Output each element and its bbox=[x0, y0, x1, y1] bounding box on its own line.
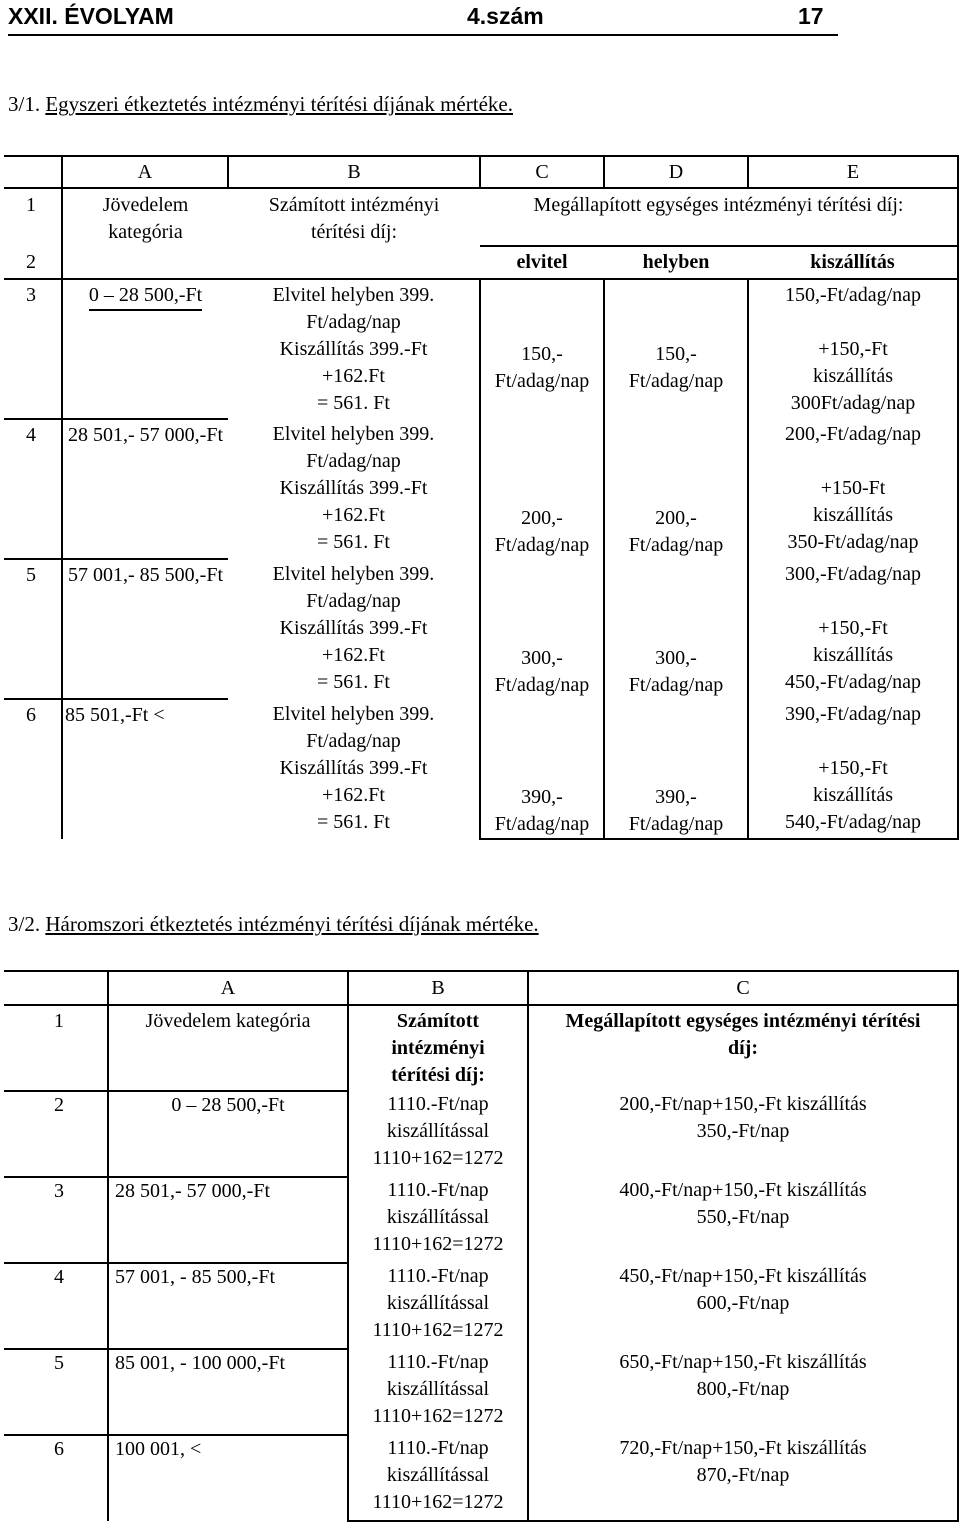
column-letter-row bbox=[4, 971, 958, 1005]
col-letter-c: C bbox=[528, 971, 958, 1005]
income-category: 0 – 28 500,-Ft bbox=[89, 282, 202, 311]
row-number: 4 bbox=[4, 419, 62, 559]
established-fee: 720,-Ft/nap+150,-Ft kiszállítás 870,-Ft/nap bbox=[528, 1435, 958, 1521]
row-number: 1 bbox=[4, 188, 62, 246]
col-letter-b: B bbox=[228, 156, 480, 188]
col-letter-c: C bbox=[480, 156, 604, 188]
section-2-number: 3/2. bbox=[8, 912, 41, 936]
header-income-category: Jövedelem kategória bbox=[102, 194, 189, 243]
fee-on-site: 390,- Ft/adag/nap bbox=[604, 699, 748, 839]
income-category: 57 001, - 85 500,-Ft bbox=[108, 1263, 348, 1349]
table-row bbox=[4, 1005, 958, 1091]
established-fee: 650,-Ft/nap+150,-Ft kiszállítás 800,-Ft/nap bbox=[528, 1349, 958, 1435]
header-delivery: kiszállítás bbox=[748, 246, 958, 279]
column-letter-row bbox=[4, 156, 958, 188]
header-on-site: helyben bbox=[604, 246, 748, 279]
table-row bbox=[4, 1177, 958, 1263]
income-category: 85 501,-Ft < bbox=[62, 699, 228, 839]
col-letter-d: D bbox=[604, 156, 748, 188]
calculated-fee: Elvitel helyben 399. Ft/adag/nap Kiszállítás 399.-Ft +162.Ft = 561. Ft bbox=[272, 703, 435, 833]
fee-delivery: 390,-Ft/adag/nap +150,-Ft kiszállítás 540,-Ft/adag/nap bbox=[748, 699, 958, 839]
calculated-fee: Elvitel helyben 399. Ft/adag/nap Kiszállítás 399.-Ft +162.Ft = 561. Ft bbox=[272, 423, 435, 553]
page-header bbox=[8, 0, 838, 36]
calculated-fee: 1110.-Ft/nap kiszállítással 1110+162=1272 bbox=[348, 1349, 528, 1435]
row-number: 5 bbox=[4, 1349, 108, 1435]
income-category: 85 001, - 100 000,-Ft bbox=[108, 1349, 348, 1435]
income-category: 57 001,- 85 500,-Ft bbox=[62, 559, 228, 699]
fee-on-site: 300,- Ft/adag/nap bbox=[604, 559, 748, 699]
fee-delivery: 150,-Ft/adag/nap +150,-Ft kiszállítás 300Ft/adag/nap bbox=[748, 279, 958, 419]
volume-label: XXII. ÉVOLYAM bbox=[8, 3, 174, 29]
table-row bbox=[4, 1349, 958, 1435]
row-number: 2 bbox=[4, 246, 62, 279]
col-letter-b: B bbox=[348, 971, 528, 1005]
issue-label: 4.szám bbox=[467, 3, 544, 29]
col-letter-a: A bbox=[62, 156, 228, 188]
table-row bbox=[4, 559, 958, 699]
header-calculated-fee: Számított intézményi térítési díj: bbox=[348, 1005, 528, 1091]
table-row bbox=[4, 1263, 958, 1349]
fee-takeaway: 200,- Ft/adag/nap bbox=[480, 419, 604, 559]
header-income-category: Jövedelem kategória bbox=[108, 1005, 348, 1091]
fee-on-site: 150,- Ft/adag/nap bbox=[604, 279, 748, 419]
table-row bbox=[4, 419, 958, 559]
section-1-heading: Egyszeri étkeztetés intézményi térítési díjának mértéke. bbox=[45, 92, 513, 116]
established-fee: 450,-Ft/nap+150,-Ft kiszállítás 600,-Ft/nap bbox=[528, 1263, 958, 1349]
row-number: 6 bbox=[4, 699, 62, 839]
calculated-fee: Elvitel helyben 399. Ft/adag/nap Kiszállítás 399.-Ft +162.Ft = 561. Ft bbox=[272, 284, 435, 414]
section-2-title bbox=[8, 912, 539, 937]
row-number: 3 bbox=[4, 1177, 108, 1263]
col-letter-a: A bbox=[108, 971, 348, 1005]
calculated-fee: 1110.-Ft/nap kiszállítással 1110+162=1272 bbox=[348, 1091, 528, 1177]
income-category: 100 001, < bbox=[108, 1435, 348, 1521]
table-row bbox=[4, 1091, 958, 1177]
established-fee: 200,-Ft/nap+150,-Ft kiszállítás 350,-Ft/nap bbox=[528, 1091, 958, 1177]
row-number: 1 bbox=[4, 1005, 108, 1091]
table-row bbox=[4, 1435, 958, 1521]
income-category: 0 – 28 500,-Ft bbox=[108, 1091, 348, 1177]
table-row bbox=[4, 188, 958, 246]
fee-delivery: 200,-Ft/adag/nap +150-Ft kiszállítás 350-Ft/adag/nap bbox=[748, 419, 958, 559]
header-established-fee: Megállapított egységes intézményi térítési díj: bbox=[528, 1005, 958, 1091]
row-number: 4 bbox=[4, 1263, 108, 1349]
section-1-title bbox=[8, 92, 513, 117]
calculated-fee: 1110.-Ft/nap kiszállítással 1110+162=1272 bbox=[348, 1177, 528, 1263]
header-takeaway: elvitel bbox=[480, 246, 604, 279]
table-row bbox=[4, 699, 958, 839]
fee-delivery: 300,-Ft/adag/nap +150,-Ft kiszállítás 450,-Ft/adag/nap bbox=[748, 559, 958, 699]
table-row bbox=[4, 246, 958, 279]
row-number: 6 bbox=[4, 1435, 108, 1521]
fee-on-site: 200,- Ft/adag/nap bbox=[604, 419, 748, 559]
table-single-meal bbox=[4, 155, 959, 840]
fee-takeaway: 150,- Ft/adag/nap bbox=[480, 279, 604, 419]
established-fee: 400,-Ft/nap+150,-Ft kiszállítás 550,-Ft/nap bbox=[528, 1177, 958, 1263]
income-category: 28 501,- 57 000,-Ft bbox=[108, 1177, 348, 1263]
col-letter-e: E bbox=[748, 156, 958, 188]
fee-takeaway: 300,- Ft/adag/nap bbox=[480, 559, 604, 699]
section-2-heading: Háromszori étkeztetés intézményi térítési díjának mértéke. bbox=[45, 912, 539, 936]
row-number: 5 bbox=[4, 559, 62, 699]
row-number: 2 bbox=[4, 1091, 108, 1177]
row-number: 3 bbox=[4, 279, 62, 419]
table-row bbox=[4, 279, 958, 419]
calculated-fee: 1110.-Ft/nap kiszállítással 1110+162=1272 bbox=[348, 1435, 528, 1521]
calculated-fee: Elvitel helyben 399. Ft/adag/nap Kiszállítás 399.-Ft +162.Ft = 561. Ft bbox=[272, 563, 435, 693]
header-established-fee: Megállapított egységes intézményi térítési díj: bbox=[480, 188, 958, 246]
page-number: 17 bbox=[798, 3, 824, 29]
table-three-meals bbox=[4, 970, 959, 1522]
calculated-fee: 1110.-Ft/nap kiszállítással 1110+162=1272 bbox=[348, 1263, 528, 1349]
section-1-number: 3/1. bbox=[8, 92, 41, 116]
income-category: 28 501,- 57 000,-Ft bbox=[62, 419, 228, 559]
header-calculated-fee: Számított intézményi térítési díj: bbox=[268, 194, 440, 243]
fee-takeaway: 390,- Ft/adag/nap bbox=[480, 699, 604, 839]
